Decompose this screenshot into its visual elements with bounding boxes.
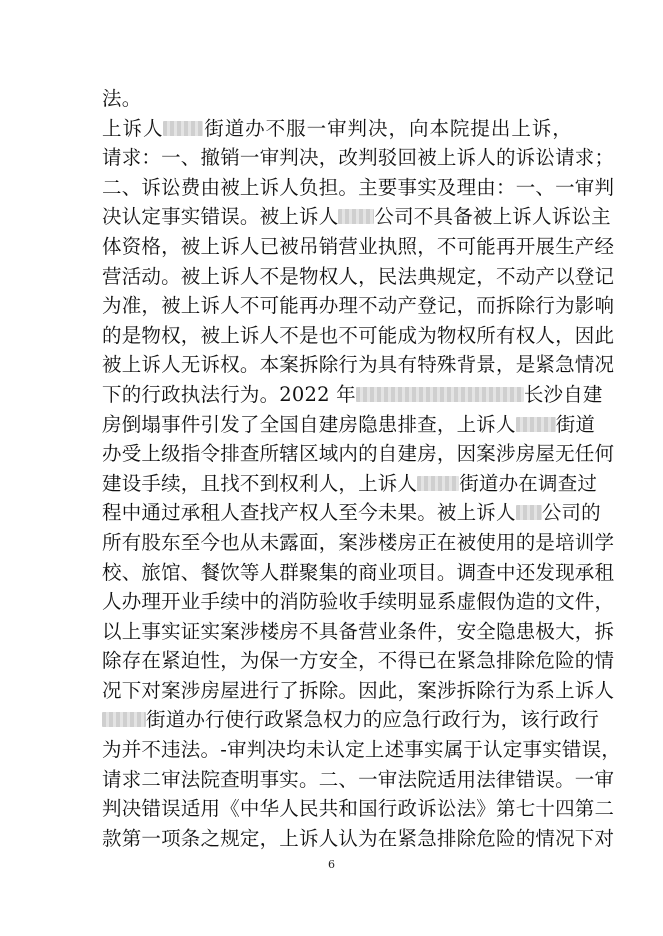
text-line <box>102 765 615 795</box>
text-line <box>102 794 615 824</box>
text-line <box>102 262 615 292</box>
page-number: 6 <box>328 858 335 871</box>
text-segment: 校、旅馆、餐饮等人群聚集的商业项目。调查中还发现承租 <box>102 560 615 584</box>
text-line <box>102 380 603 410</box>
text-segment: 办受上级指令排查所辖区域内的自建房，因案涉房屋无任何 <box>102 442 615 466</box>
redaction-mark <box>338 209 374 224</box>
text-segment: 请求：一、撤销一审判决，改判驳回被上诉人的诉讼请求； <box>102 146 615 170</box>
body-text <box>102 84 621 853</box>
text-line <box>102 587 615 617</box>
text-line <box>102 735 621 765</box>
text-segment: 建设手续，且找不到权利人，上诉人 <box>102 471 418 495</box>
text-segment: 体资格，被上诉人已被吊销营业执照，不可能再开展生产经 <box>102 234 615 258</box>
text-segment: 除存在紧迫性，为保一方安全，不得已在紧急排除危险的情 <box>102 649 615 673</box>
text-segment: 下的行政执法行为。2022 年 <box>102 382 356 406</box>
text-line <box>102 646 615 676</box>
text-line <box>102 232 615 262</box>
text-segment: 为准，被上诉人不可能再办理不动产登记，而拆除行为影响 <box>102 294 615 318</box>
text-segment: 被上诉人无诉权。本案拆除行为具有特殊背景，是紧急情况 <box>102 353 615 377</box>
text-line <box>102 439 615 469</box>
redaction-mark <box>356 387 524 402</box>
text-line <box>102 676 615 706</box>
text-segment: 公司不具备被上诉人诉讼主 <box>374 205 611 229</box>
redaction-mark <box>163 121 203 136</box>
text-line <box>102 558 615 588</box>
text-segment: 长沙自建 <box>523 382 603 406</box>
text-segment: 街道 <box>555 412 596 436</box>
text-segment: 人办理开业手续中的消防验收手续明显系虚假伪造的文件， <box>102 590 615 614</box>
redaction-mark <box>417 476 459 491</box>
text-line <box>102 528 615 558</box>
text-line <box>102 173 615 203</box>
text-segment: 请求二审法院查明事实。二、一审法院适用法律错误。一审 <box>102 767 615 791</box>
text-segment: 判决错误适用《中华人民共和国行政诉讼法》第七十四第二 <box>102 797 615 821</box>
text-line <box>102 498 601 528</box>
text-line <box>102 84 572 114</box>
text-segment: 为并不违法。-审判决均未认定上述事实属于认定事实错误， <box>102 738 621 762</box>
text-segment: 街道办行使行政紧急权力的应急行政行为，该行政行 <box>146 708 600 732</box>
text-segment: 况下对案涉房屋进行了拆除。因此，案涉拆除行为系上诉人 <box>102 678 615 702</box>
text-line <box>102 114 572 144</box>
text-line <box>102 824 615 854</box>
text-segment: 程中通过承租人查找产权人至今未果。被上诉人 <box>102 501 516 525</box>
text-segment: 的是物权，被上诉人不是也不可能成为物权所有权人，因此 <box>102 323 615 347</box>
text-segment: 上诉人 <box>102 116 164 140</box>
text-line <box>102 202 611 232</box>
text-line <box>102 410 596 440</box>
text-line <box>102 321 615 351</box>
text-segment: 款第一项条之规定，上诉人认为在紧急排除危险的情况下对 <box>102 826 615 850</box>
text-segment: 房倒塌事件引发了全国自建房隐患排查，上诉人 <box>102 412 516 436</box>
redaction-mark <box>516 417 556 432</box>
text-segment: 街道办不服一审判决，向本院提出上诉， <box>203 116 572 140</box>
text-segment: 二、诉讼费由被上诉人负担。主要事实及理由：一、一审判 <box>102 175 615 199</box>
text-line <box>102 350 615 380</box>
text-line <box>102 705 600 735</box>
redaction-mark <box>516 505 542 520</box>
text-line <box>102 469 598 499</box>
text-segment: 街道办在调查过 <box>459 471 598 495</box>
redaction-mark <box>102 712 146 727</box>
text-line <box>102 143 615 173</box>
text-line <box>102 617 615 647</box>
text-segment: 营活动。被上诉人不是物权人，民法典规定，不动产以登记 <box>102 264 615 288</box>
text-segment: 所有股东至今也从未露面，案涉楼房正在被使用的是培训学 <box>102 530 615 554</box>
text-segment: 以上事实证实案涉楼房不具备营业条件，安全隐患极大，拆 <box>102 619 615 643</box>
text-segment: 公司的 <box>541 501 601 525</box>
text-line <box>102 291 615 321</box>
text-segment: 法。 <box>102 87 142 110</box>
text-segment: 决认定事实错误。被上诉人 <box>102 205 339 229</box>
